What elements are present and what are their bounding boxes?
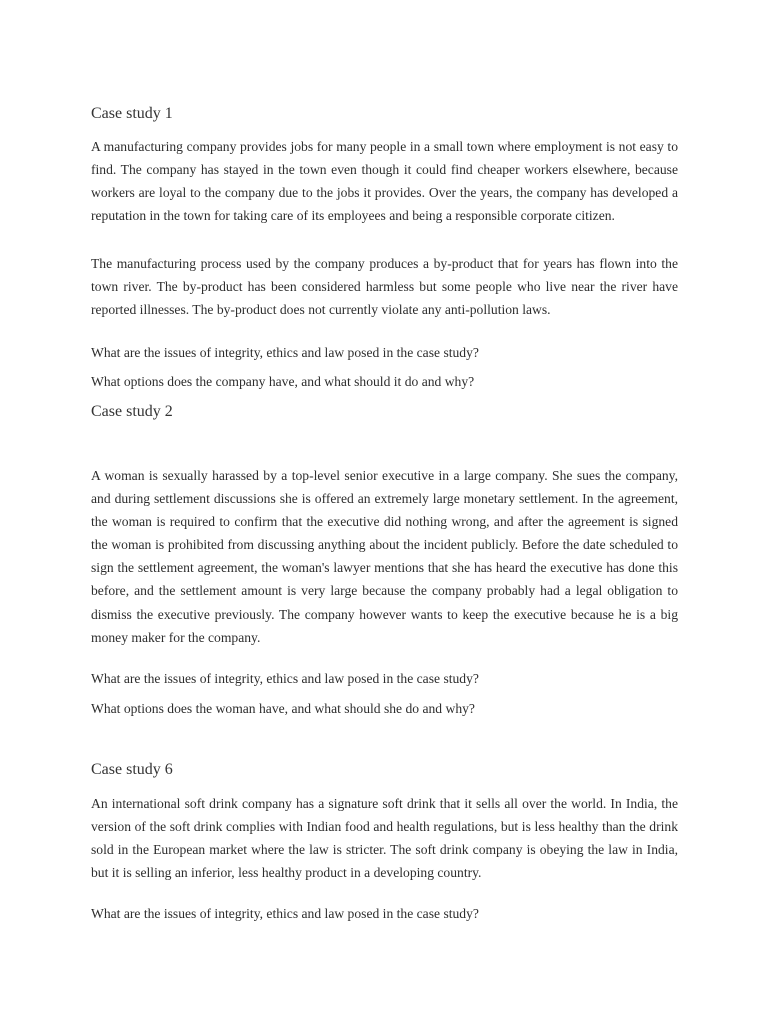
case-study-2-paragraph-1: A woman is sexually harassed by a top-level senior executive in a large company. She sues the company, and during settlement discussions she is offered an extremely large monetary settlement. In the agreement, the woman is required to confirm that the executive did nothing wrong, and after the agreement is signed the woman is prohibited from discussing anything about the incident publicly. Before the date scheduled to sign the settlement agreement, the woman's lawyer mentions that she has heard the executive has done this before, and the settlement amount is very large because the company probably had a legal obligation to dismiss the executive previously. The company however wants to keep the executive because he is a big money maker for the company. bbox=[91, 468, 678, 645]
case-study-6-title: Case study 6 bbox=[91, 761, 173, 778]
case-study-1-paragraph-1: A manufacturing company provides jobs for many people in a small town where employment is not easy to find. The company has stayed in the town even though it could find cheaper workers elsewhere, because workers are loyal to the company due to the jobs it provides. Over the years, the company has developed a reputation in the town for taking care of its employees and being a responsible corporate citizen. bbox=[91, 139, 678, 224]
case-study-2-question-1: What are the issues of integrity, ethics and law posed in the case study? bbox=[91, 671, 479, 686]
case-study-1-title: Case study 1 bbox=[91, 105, 173, 122]
case-study-1-question-2: What options does the company have, and what should it do and why? bbox=[91, 374, 475, 389]
case-study-1-question-1: What are the issues of integrity, ethics and law posed in the case study? bbox=[91, 345, 479, 360]
case-study-6-paragraph-1: An international soft drink company has a signature soft drink that it sells all over the world. In India, the version of the soft drink complies with Indian food and health regulations, but is less healthy than the drink sold in the European market where the law is stricter. The soft drink company is obeying the law in India, but it is selling an inferior, less healthy product in a developing country. bbox=[91, 796, 678, 881]
case-study-1-paragraph-2: The manufacturing process used by the company produces a by-product that for years has flown into the town river. The by-product has been considered harmless but some people who live near the river have reported illnesses. The by-product does not currently violate any anti-pollution laws. bbox=[91, 256, 678, 318]
case-study-2-question-2: What options does the woman have, and what should she do and why? bbox=[91, 701, 475, 716]
case-study-6-question-1: What are the issues of integrity, ethics and law posed in the case study? bbox=[91, 906, 479, 921]
case-study-2-title: Case study 2 bbox=[91, 403, 173, 420]
